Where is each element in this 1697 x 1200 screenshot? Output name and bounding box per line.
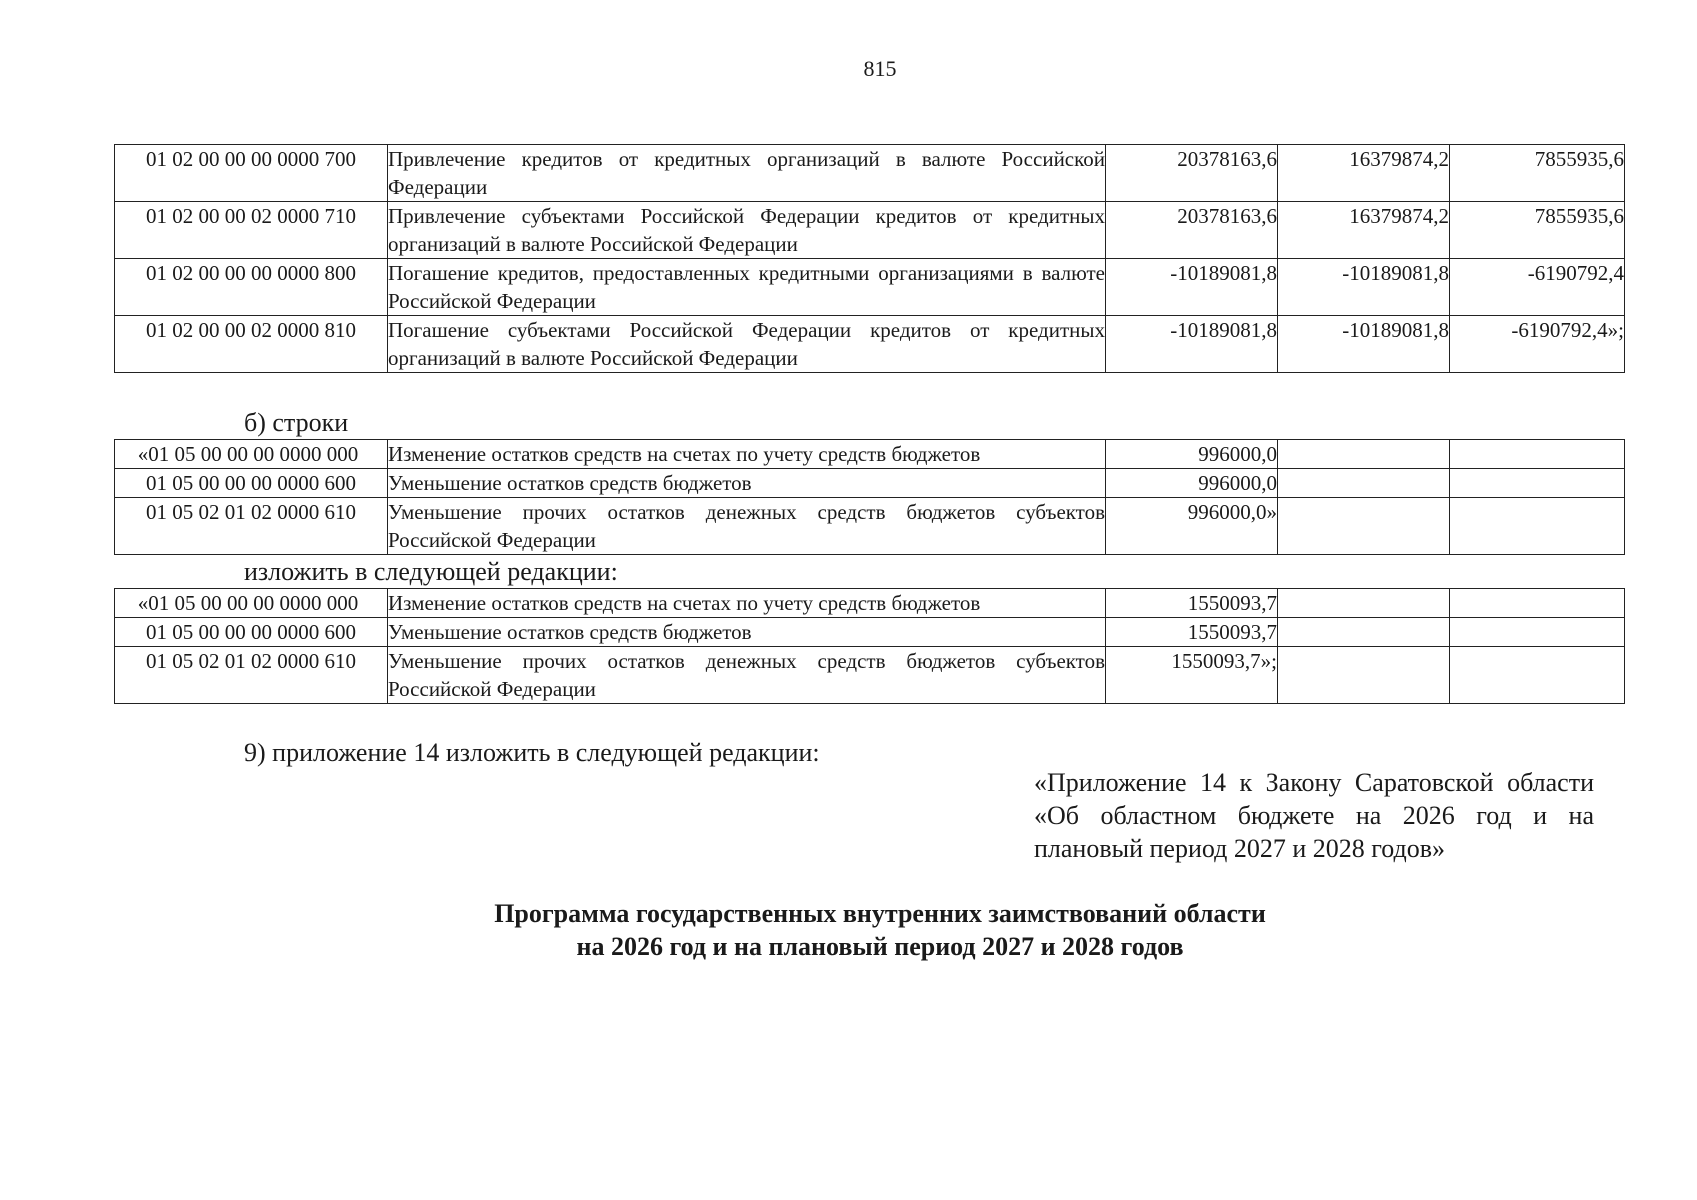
paragraph-replace: изложить в следующей редакции: xyxy=(244,557,618,586)
sources-table-top xyxy=(114,144,1625,373)
name-cell: Уменьшение остатков средств бюджетов xyxy=(388,469,1106,498)
value-2026-cell: 1550093,7»; xyxy=(1106,647,1278,704)
title-line-2: на 2026 год и на плановый период 2027 и 2028 годов xyxy=(576,932,1184,961)
value-2028-cell xyxy=(1450,589,1625,618)
value-2026-cell: 996000,0 xyxy=(1106,469,1278,498)
value-2027-cell xyxy=(1278,589,1450,618)
value-2027-cell: 16379874,2 xyxy=(1278,145,1450,202)
value-2026-cell: -10189081,8 xyxy=(1106,316,1278,373)
code-cell: 01 05 00 00 00 0000 600 xyxy=(115,469,388,498)
value-2027-cell: -10189081,8 xyxy=(1278,259,1450,316)
table-row xyxy=(115,145,1625,202)
code-cell: 01 05 00 00 00 0000 600 xyxy=(115,618,388,647)
value-2026-cell: 1550093,7 xyxy=(1106,589,1278,618)
value-2027-cell xyxy=(1278,498,1450,555)
value-2027-cell xyxy=(1278,440,1450,469)
paragraph-9: 9) приложение 14 изложить в следующей редакции: xyxy=(244,738,820,767)
value-2027-cell xyxy=(1278,618,1450,647)
table-row xyxy=(115,316,1625,373)
code-cell: 01 05 02 01 02 0000 610 xyxy=(115,498,388,555)
code-cell: 01 02 00 00 00 0000 800 xyxy=(115,259,388,316)
name-cell: Изменение остатков средств на счетах по учету средств бюджетов xyxy=(388,440,1106,469)
code-cell: 01 02 00 00 02 0000 710 xyxy=(115,202,388,259)
value-2028-cell: -6190792,4»; xyxy=(1450,316,1625,373)
document-title xyxy=(0,897,1697,963)
name-cell: Уменьшение прочих остатков денежных средств бюджетов субъектов Российской Федерации xyxy=(388,647,1106,704)
name-cell: Уменьшение прочих остатков денежных средств бюджетов субъектов Российской Федерации xyxy=(388,498,1106,555)
title-line-1: Программа государственных внутренних заимствований области xyxy=(494,899,1266,928)
code-cell: 01 02 00 00 00 0000 700 xyxy=(115,145,388,202)
page-number: 815 xyxy=(863,56,897,81)
annex-note: «Приложение 14 к Закону Саратовской области «Об областном бюджете на 2026 год и на плановый период 2027 и 2028 годов» xyxy=(1034,768,1594,863)
value-2026-cell: -10189081,8 xyxy=(1106,259,1278,316)
table-row xyxy=(115,202,1625,259)
name-cell: Привлечение субъектами Российской Федерации кредитов от кредитных организаций в валюте Российской Федерации xyxy=(388,202,1106,259)
table-row xyxy=(115,440,1625,469)
name-cell: Изменение остатков средств на счетах по учету средств бюджетов xyxy=(388,589,1106,618)
code-cell: 01 05 02 01 02 0000 610 xyxy=(115,647,388,704)
table-row xyxy=(115,618,1625,647)
value-2028-cell xyxy=(1450,647,1625,704)
value-2028-cell xyxy=(1450,469,1625,498)
name-cell: Погашение кредитов, предоставленных кредитными организациями в валюте Российской Федерации xyxy=(388,259,1106,316)
value-2028-cell: -6190792,4 xyxy=(1450,259,1625,316)
value-2028-cell xyxy=(1450,618,1625,647)
code-cell: «01 05 00 00 00 0000 000 xyxy=(115,440,388,469)
value-2028-cell: 7855935,6 xyxy=(1450,145,1625,202)
name-cell: Уменьшение остатков средств бюджетов xyxy=(388,618,1106,647)
table-row xyxy=(115,589,1625,618)
value-2026-cell: 20378163,6 xyxy=(1106,202,1278,259)
table-row xyxy=(115,469,1625,498)
value-2028-cell xyxy=(1450,440,1625,469)
old-lines-table xyxy=(114,439,1625,555)
code-cell: «01 05 00 00 00 0000 000 xyxy=(115,589,388,618)
table-row xyxy=(115,498,1625,555)
value-2026-cell: 996000,0» xyxy=(1106,498,1278,555)
paragraph-b-lines: б) строки xyxy=(244,408,349,437)
value-2028-cell: 7855935,6 xyxy=(1450,202,1625,259)
new-lines-table xyxy=(114,588,1625,704)
name-cell: Погашение субъектами Российской Федерации кредитов от кредитных организаций в валюте Российской Федерации xyxy=(388,316,1106,373)
value-2026-cell: 1550093,7 xyxy=(1106,618,1278,647)
code-cell: 01 02 00 00 02 0000 810 xyxy=(115,316,388,373)
value-2027-cell xyxy=(1278,469,1450,498)
value-2026-cell: 20378163,6 xyxy=(1106,145,1278,202)
value-2028-cell xyxy=(1450,498,1625,555)
table-row xyxy=(115,259,1625,316)
table-row xyxy=(115,647,1625,704)
value-2027-cell xyxy=(1278,647,1450,704)
value-2026-cell: 996000,0 xyxy=(1106,440,1278,469)
value-2027-cell: -10189081,8 xyxy=(1278,316,1450,373)
value-2027-cell: 16379874,2 xyxy=(1278,202,1450,259)
name-cell: Привлечение кредитов от кредитных организаций в валюте Российской Федерации xyxy=(388,145,1106,202)
